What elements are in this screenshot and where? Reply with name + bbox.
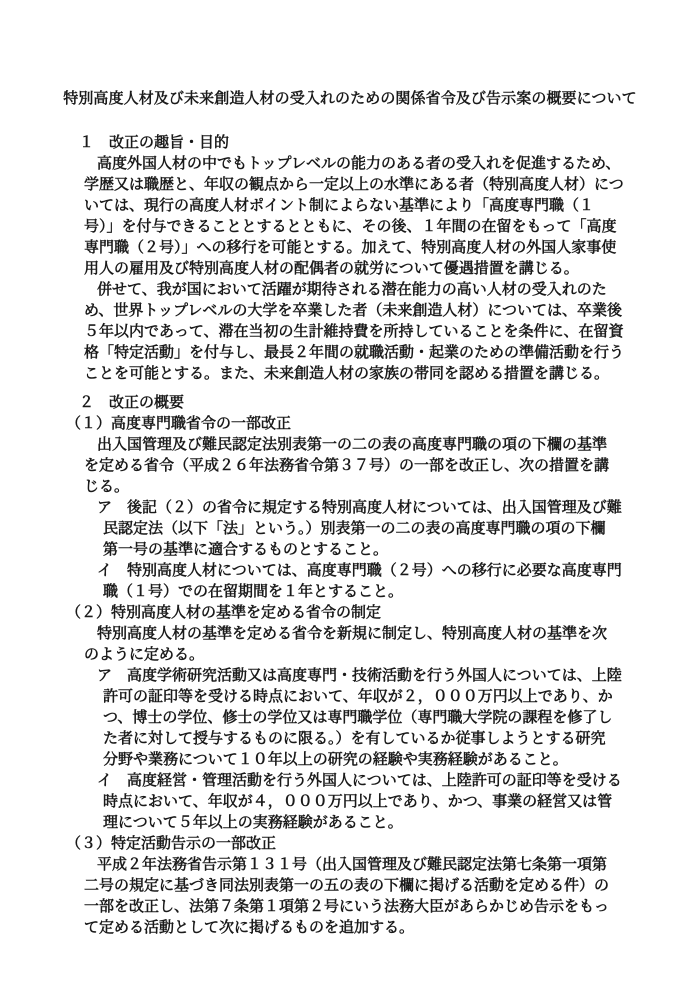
paragraph-line: を定める省令（平成２６年法務省令第３７号）の一部を改正し、次の措置を講	[84, 457, 610, 474]
paragraph-line: じる。	[84, 478, 130, 495]
sub-item-line: 理について５年以上の実務経験があること。	[103, 814, 403, 831]
paragraph-line: 一部を改正し、法第７条第１項第２号にいう法務大臣があらかじめ告示をもっ	[84, 898, 610, 915]
sub-item-line: た者に対して授与するものに限る。）を有しているか従事しようとする研究	[103, 730, 606, 747]
section-2-heading: ２ 改正の概要	[79, 394, 185, 411]
section-1-paragraph-1	[0, 153, 700, 279]
paragraph-line: 専門職（２号）」への移行を可能とする。加えて、特別高度人材の外国人家事使	[84, 239, 617, 256]
sub-item-line: つ、博士の学位、修士の学位又は専門職学位（専門職大学院の課程を修了し	[103, 709, 613, 726]
subsection-1-paragraph	[0, 434, 700, 497]
paragraph-line: ことを可能とする。また、未来創造人材の家族の帯同を認める措置を講じる。	[84, 365, 610, 382]
sub-item-line: 時点において、年収が４，０００万円以上であり、かつ、事業の経営又は管	[103, 793, 613, 810]
sub-item-line: イ 特別高度人材については、高度専門職（２号）への移行に必要な高度専門	[97, 562, 622, 579]
sub-item-line: ア 高度学術研究活動又は高度専門・技術活動を行う外国人については、上陸	[97, 667, 622, 684]
subsection-3-paragraph	[0, 854, 700, 938]
subsection-2-paragraph	[0, 623, 700, 665]
paragraph-line: 出入国管理及び難民認定法別表第一の二の表の高度専門職の項の下欄の基準	[97, 436, 608, 453]
paragraph-line: 平成２年法務省告示第１３１号（出入国管理及び難民認定法第七条第一項第	[97, 856, 608, 873]
subsection-1-item-a	[0, 497, 700, 560]
sub-item-line: ア 後記（２）の省令に規定する特別高度人材については、出入国管理及び難	[97, 499, 622, 516]
paragraph-line: 二号の規定に基づき同法別表第一の五の表の下欄に掲げる活動を定める件）の	[84, 877, 610, 894]
paragraph-line: いては、現行の高度人材ポイント制によらない基準により「高度専門職（１	[84, 197, 595, 214]
subsection-2-item-i	[0, 770, 700, 833]
subsection-2-heading: （２）特別高度人材の基準を定める省令の制定	[66, 604, 382, 621]
sub-item-line: 民認定法（以下「法」という。）別表第一の二の表の高度専門職の項の下欄	[103, 520, 606, 537]
paragraph-line: て定める活動として次に掲げるものを追加する。	[84, 919, 415, 936]
paragraph-line: 併せて、我が国において活躍が期待される潜在能力の高い人材の受入れのた	[97, 281, 607, 298]
paragraph-line: のように定める。	[84, 646, 205, 663]
section-1-paragraph-2	[0, 279, 700, 384]
subsection-3-heading: （３）特定活動告示の一部改正	[66, 835, 277, 852]
paragraph-line: 格「特定活動」を付与し、最長２年間の就職活動・起業のための準備活動を行う	[84, 344, 625, 361]
paragraph-line: め、世界トップレベルの大学を卒業した者（未来創造人材）については、卒業後	[84, 302, 623, 319]
paragraph-line: 特別高度人材の基準を定める省令を新規に制定し、特別高度人材の基準を次	[97, 625, 608, 642]
sub-item-line: イ 高度経営・管理活動を行う外国人については、上陸許可の証印等を受ける	[97, 772, 622, 789]
paragraph-line: 号）」を付与できることとするとともに、その後、１年間の在留をもって「高度	[84, 218, 617, 235]
sub-item-line: 許可の証印等を受ける時点において、年収が２，０００万円以上であり、か	[103, 688, 613, 705]
sub-item-line: 職（１号）での在留期間を１年とすること。	[103, 583, 404, 600]
sub-item-line: 第一号の基準に適合するものとすること。	[103, 541, 389, 558]
sub-item-line: 分野や業務について１０年以上の研究の経験や実務経験があること。	[103, 751, 568, 768]
subsection-2-item-a	[0, 665, 700, 770]
paragraph-line: 学歴又は職歴と、年収の観点から一定以上の水準にある者（特別高度人材）につ	[84, 176, 624, 193]
subsection-1-item-i	[0, 560, 700, 602]
paragraph-line: 高度外国人材の中でもトップレベルの能力のある者の受入れを促進するため、	[97, 155, 621, 172]
subsection-1-heading: （１）高度専門職省令の一部改正	[66, 415, 292, 432]
paragraph-line: 用人の雇用及び特別高度人材の配偶者の就労について優遇措置を講じる。	[84, 260, 579, 277]
document-title: 特別高度人材及び未来創造人材の受入れのための関係省令及び告示案の概要について	[63, 90, 637, 107]
section-1-heading: １ 改正の趣旨・目的	[79, 134, 230, 151]
paragraph-line: ５年以内であって、滞在当初の生計維持費を所持していることを条件に、在留資	[84, 323, 624, 340]
